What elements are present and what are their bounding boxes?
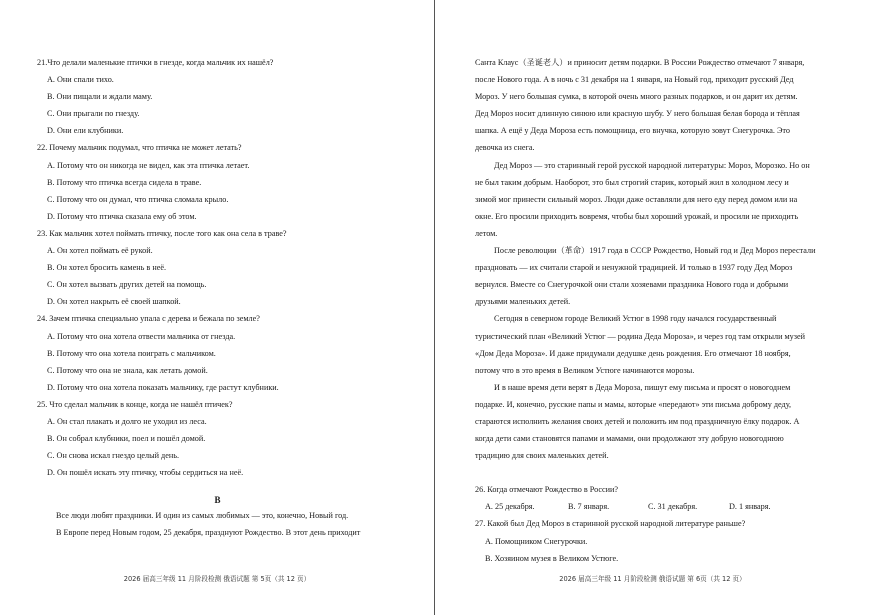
paragraph xyxy=(475,310,833,378)
text-line: девочка из снега. xyxy=(475,143,535,153)
page-footer: 2026 届高三年级 11 月阶段检测 俄语试题 第 5页（共 12 页） xyxy=(123,575,311,583)
text-line: традицию для своих маленьких детей. xyxy=(475,451,609,461)
option-a: A. Он хотел поймать её рукой. xyxy=(47,246,153,256)
option-d: D. Он хотел накрыть её своей шапкой. xyxy=(47,297,181,307)
option-c: C. Они прыгали по гнезду. xyxy=(47,109,140,119)
option-b: B. Потому что птичка всегда сидела в траве. xyxy=(47,177,202,187)
question-text: 22. Почему мальчик подумал, что птичка не может летать? xyxy=(37,143,242,153)
option-b: B. Хозяином музея в Великом Устюге. xyxy=(485,553,619,563)
page-6 xyxy=(435,0,870,615)
option-b: B. Потому что она хотела поиграть с мальчиком. xyxy=(47,348,216,358)
text-line: летом. xyxy=(475,228,498,238)
text-line: праздновать — их считали старой и ненужной традицией. И только в 1937 году Дед Мороз xyxy=(475,263,793,273)
text-line: Сегодня в северном городе Великий Устюг в 1998 году начался государственный xyxy=(494,314,777,324)
question-27 xyxy=(475,515,870,566)
question-21 xyxy=(37,54,434,139)
options-row xyxy=(475,498,870,515)
option-a: A. Потому что она хотела отвести мальчика от гнезда. xyxy=(47,331,236,341)
option-c: C. Потому что она не знала, как летать домой. xyxy=(47,365,208,375)
question-23 xyxy=(37,225,434,310)
question-text: 26. Когда отмечают Рождество в России? xyxy=(475,485,619,495)
option-d: D. Они ели клубники. xyxy=(47,126,124,136)
paragraph xyxy=(475,54,833,157)
page-5 xyxy=(0,0,434,615)
question-text: 21.Что делали маленькие птички в гнезде, когда мальчик их нашёл? xyxy=(37,58,274,67)
question-25 xyxy=(37,396,434,481)
text-line: когда дети сами становятся папами и мамами, они продолжают эту добрую новогоднюю xyxy=(475,434,784,444)
question-text: 23. Как мальчик хотел поймать птичку, после того как она села в траве? xyxy=(37,228,287,238)
paragraph xyxy=(475,242,833,310)
option-c: C. Он хотел вызвать других детей на помощь. xyxy=(47,280,207,290)
option-b: B. Они пищали и ждали маму. xyxy=(47,92,153,102)
question-26 xyxy=(475,481,870,515)
text-line: вернулся. Вместе со Снегурочкой они стали хозяевами праздника Нового года и добрыми xyxy=(475,280,789,290)
text-line: Мороз. У него большая сумка, в которой очень много разных подарков, и он дарит их детям. xyxy=(475,92,798,102)
text-line: Дед Мороз носит длинную синюю или красную шубу. У него большая белая борода и тёплая xyxy=(475,109,800,119)
text-line: зимой мог принести сильный мороз. Люди даже оставляли для него еду перед домом или на xyxy=(475,194,798,204)
text-line: не был таким добрым. Наоборот, это был строгий старик, который жил в холодном лесу и xyxy=(475,177,789,187)
reading-passage xyxy=(475,54,833,464)
question-text: 27. Какой был Дед Мороз в старинной русской народной литературе раньше? xyxy=(475,519,746,529)
option-a: A. 25 декабря. xyxy=(485,502,535,512)
question-24 xyxy=(37,310,434,395)
option-d: D. 1 января. xyxy=(729,502,771,512)
text-line: потому что в это время в Великом Устюге начинаются морозы. xyxy=(475,365,695,375)
question-text: 24. Зачем птичка специально упала с дерева и бежала по земле? xyxy=(37,314,260,324)
paragraph xyxy=(475,379,833,464)
question-22 xyxy=(37,139,434,224)
text-line: после Нового года. А в ночь с 31 декабря на 1 января, на Новый год, приходит русский Дед xyxy=(475,75,794,85)
option-a: A. Помощником Снегурочки. xyxy=(485,536,588,546)
text-line: подарке. И, конечно, русские папы и мамы, которые «передают» эти письма доброму деду, xyxy=(475,399,792,409)
text-line: Санта Клаус（圣诞老人）и приносит детям подарки. В России Рождество отмечают 7 января, xyxy=(475,58,805,67)
text-line: «Дом Деда Мороза». И даже придумали дедушке день рождения. Его отмечают 18 ноября, xyxy=(475,348,791,358)
option-c: C. Потому что он думал, что птичка сломала крыло. xyxy=(47,194,229,204)
option-a: A. Они спали тихо. xyxy=(47,75,114,85)
option-b: B. Он хотел бросить камень в неё. xyxy=(47,263,167,273)
paragraph xyxy=(475,157,833,242)
text-line: После революции（革命）1917 года в СССР Рождество, Новый год и Дед Мороз перестали xyxy=(494,246,816,256)
text-line: окне. Его просили приходить вовремя, чтобы был хороший урожай, и просили не приходить xyxy=(475,211,799,221)
question-text: 25. Что сделал мальчик в конце, когда не нашёл птичек? xyxy=(37,399,233,409)
option-a: A. Потому что он никогда не видел, как эта птичка летает. xyxy=(47,160,250,170)
text-line: шапка. А ещё у Деда Мороза есть помощница, его внучка, которую зовут Снегурочка. Это xyxy=(475,126,790,136)
section-b-title: B xyxy=(214,495,221,506)
text-line: В Европе перед Новым годом, 25 декабря, празднуют Рождество. В этот день приходит xyxy=(56,528,361,538)
option-d: D. Потому что она хотела показать мальчику, где растут клубники. xyxy=(47,382,279,392)
option-d: D. Потому что птичка сказала ему об этом. xyxy=(47,211,197,221)
spacer xyxy=(475,464,870,481)
text-line: Все люди любят праздники. И один из самых любимых — это, конечно, Новый год. xyxy=(56,511,349,521)
text-line: стараются исполнить желания своих детей и положить им под праздничную ёлку подарок. А xyxy=(475,416,800,426)
option-b: B. 7 января. xyxy=(568,502,610,512)
text-line: И в наше время дети верят в Деда Мороза, пишут ему письма и просят о новогоднем xyxy=(494,382,791,392)
text-line: друзьями маленьких детей. xyxy=(475,297,571,307)
option-c: C. 31 декабря. xyxy=(648,502,698,512)
option-d: D. Он пошёл искать эту птичку, чтобы сердиться на неё. xyxy=(47,468,244,478)
option-c: C. Он снова искал гнездо целый день. xyxy=(47,451,180,461)
option-a: A. Он стал плакать и долго не уходил из леса. xyxy=(47,416,207,426)
option-b: B. Он собрал клубники, поел и пошёл домой. xyxy=(47,434,206,444)
text-line: Дед Мороз — это старинный герой русской народной литературы: Мороз, Морозко. Но он xyxy=(494,160,810,170)
text-line: туристический план «Великий Устюг — родина Деда Мороза», и через год там открыли музей xyxy=(475,331,806,341)
section-b-text xyxy=(37,507,434,541)
page-footer: 2026 届高三年级 11 月阶段检测 俄语试题 第 6页（共 12 页） xyxy=(559,575,746,583)
